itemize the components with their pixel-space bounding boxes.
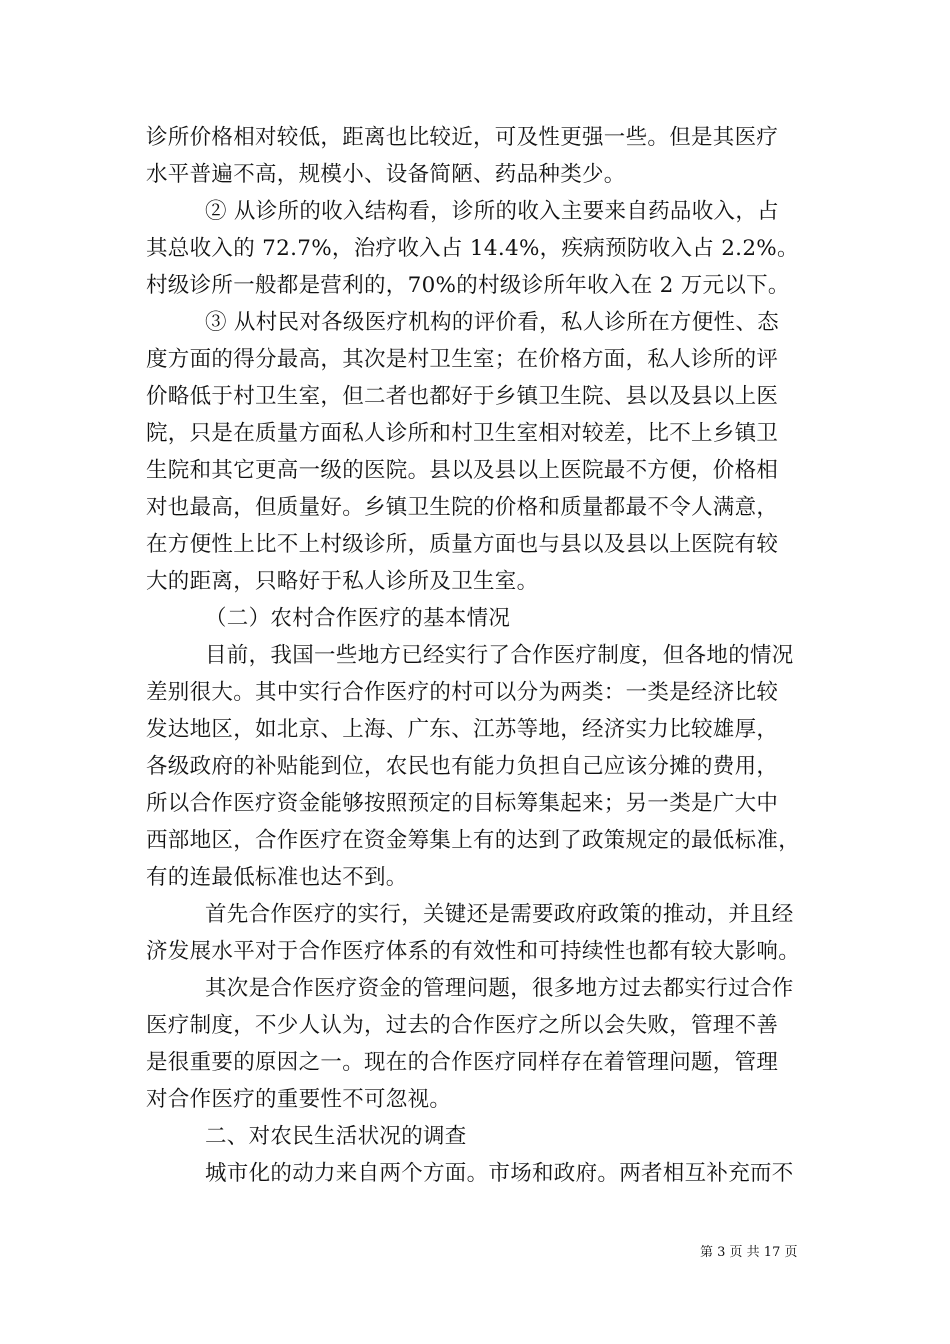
text-line: 目前，我国一些地方已经实行了合作医疗制度，但各地的情况 [205,643,794,668]
text-line: 价略低于村卫生室，但二者也都好于乡镇卫生院、县以及县以上医 [146,384,779,409]
text-line: 济发展水平对于合作医疗体系的有效性和可持续性也都有较大影响。 [146,939,801,964]
text-line: 城市化的动力来自两个方面。市场和政府。两者相互补充而不 [205,1161,794,1186]
text-line: 生院和其它更高一级的医院。县以及县以上医院最不方便，价格相 [146,458,779,483]
text-line: 西部地区，合作医疗在资金筹集上有的达到了政策规定的最低标准， [146,828,801,853]
section-heading: （二）农村合作医疗的基本情况 [205,606,511,631]
text-line: 所以合作医疗资金能够按照预定的目标筹集起来；另一类是广大中 [146,791,779,816]
text-line: 在方便性上比不上村级诊所，质量方面也与县以及县以上医院有较 [146,532,779,557]
text-line: 首先合作医疗的实行，关键还是需要政府政策的推动，并且经 [205,902,794,927]
text-line: 村级诊所一般都是营利的，70%的村级诊所年收入在 2 万元以下。 [146,273,790,298]
text-line: 有的连最低标准也达不到。 [146,865,408,890]
text-line: 医疗制度，不少人认为，过去的合作医疗之所以会失败，管理不善 [146,1013,779,1038]
text-line: 其次是合作医疗资金的管理问题，很多地方过去都实行过合作 [205,976,794,1001]
text-line: 院，只是在质量方面私人诊所和村卫生室相对较差，比不上乡镇卫 [146,421,779,446]
text-line: 其总收入的 72.7%，治疗收入占 14.4%，疾病预防收入占 2.2%。 [146,236,799,261]
text-line: 大的距离，只略好于私人诊所及卫生室。 [146,569,539,594]
text-line: 诊所价格相对较低，距离也比较近，可及性更强一些。但是其医疗 [146,125,779,150]
text-line: 发达地区，如北京、上海、广东、江苏等地，经济实力比较雄厚， [146,717,779,742]
text-line: 差别很大。其中实行合作医疗的村可以分为两类：一类是经济比较 [146,680,779,705]
text-line: ② 从诊所的收入结构看，诊所的收入主要来自药品收入，占 [205,199,779,224]
page-number-footer: 第 3 页 共 17 页 [700,1245,798,1260]
text-line: 对合作医疗的重要性不可忽视。 [146,1087,452,1112]
section-heading: 二、对农民生活状况的调查 [205,1124,467,1149]
text-line: 是很重要的原因之一。现在的合作医疗同样存在着管理问题，管理 [146,1050,779,1075]
text-line: 各级政府的补贴能到位，农民也有能力负担自己应该分摊的费用， [146,754,779,779]
text-line: ③ 从村民对各级医疗机构的评价看，私人诊所在方便性、态 [205,310,779,335]
text-line: 度方面的得分最高，其次是村卫生室；在价格方面，私人诊所的评 [146,347,779,372]
text-line: 对也最高，但质量好。乡镇卫生院的价格和质量都最不令人满意， [146,495,779,520]
text-line: 水平普遍不高，规模小、设备简陋、药品种类少。 [146,162,626,187]
